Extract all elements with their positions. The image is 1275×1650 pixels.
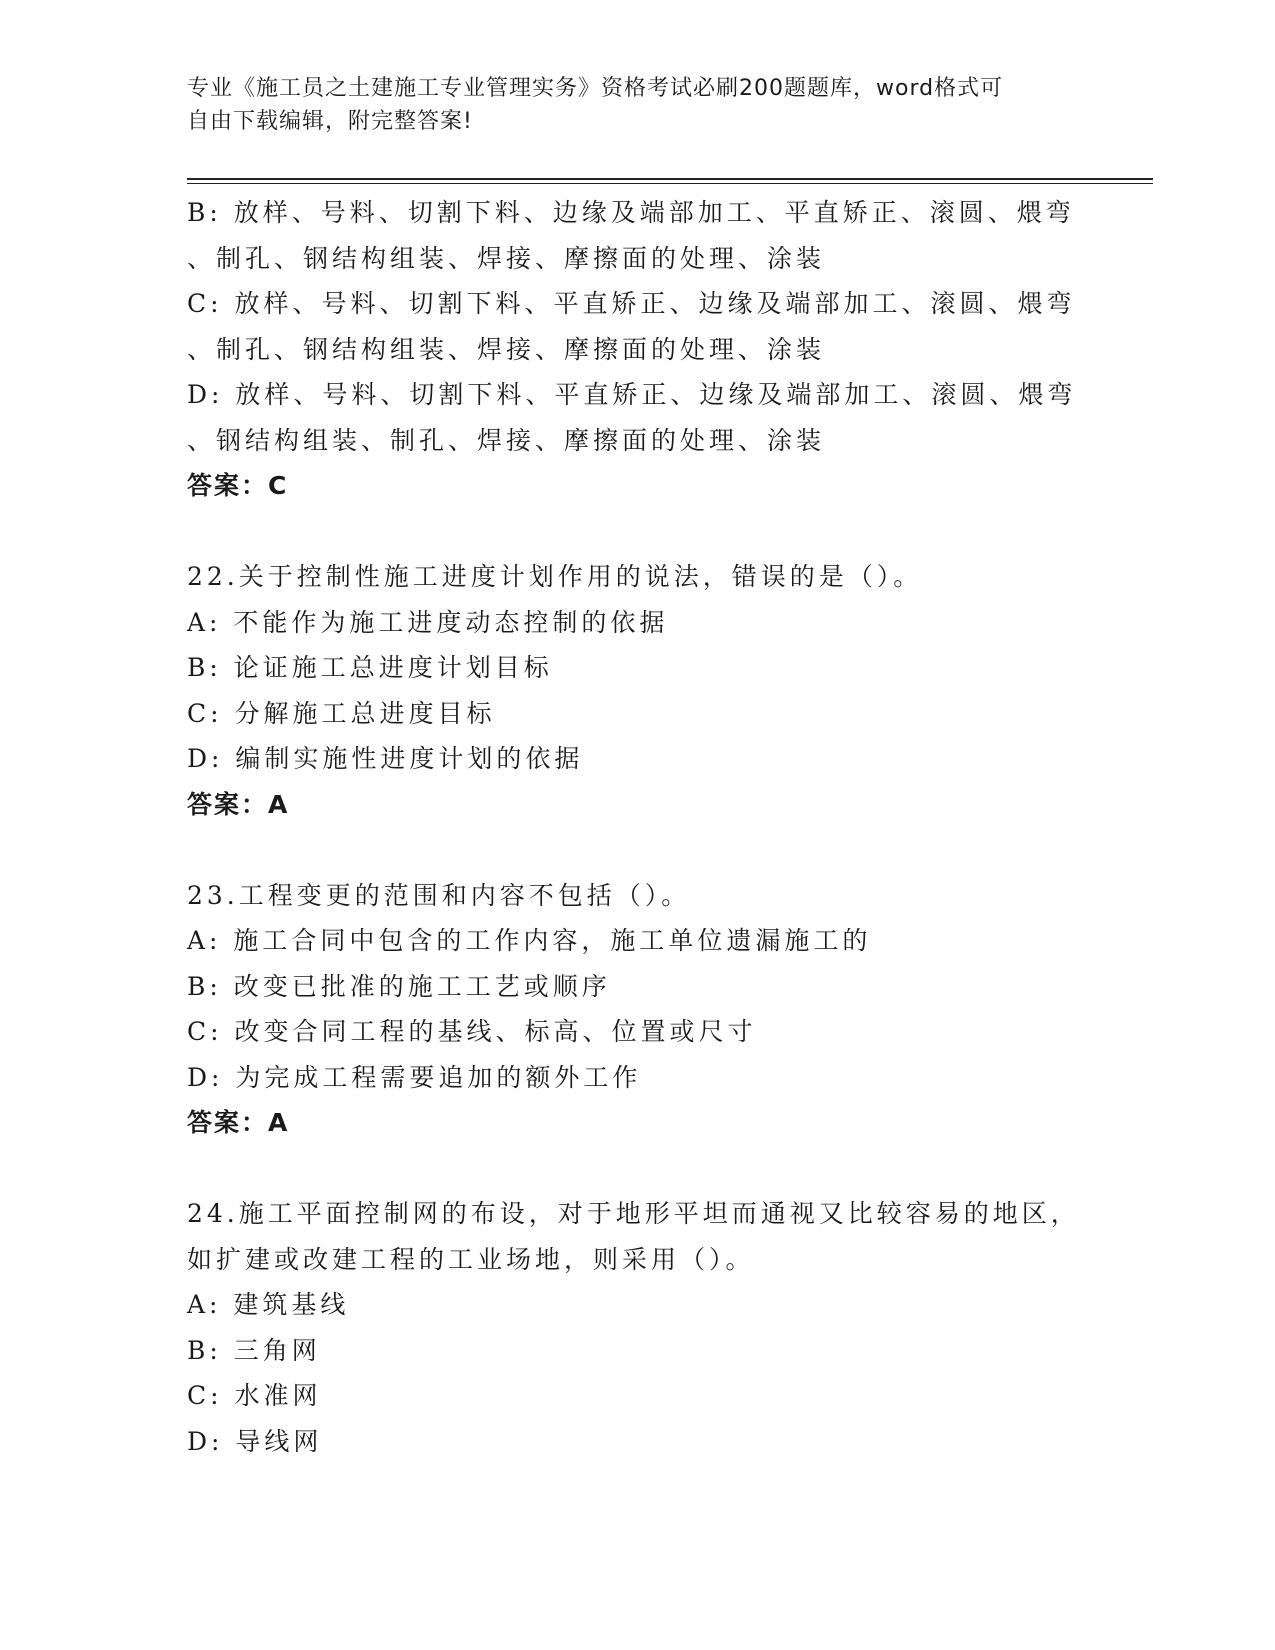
- option-c: C: 水准网: [187, 1381, 322, 1410]
- option-b: B: 三角网: [187, 1335, 321, 1365]
- option-d: D: 为完成工程需要追加的额外工作: [187, 1062, 642, 1092]
- answer-line: 答案：A: [187, 1108, 290, 1137]
- question-text: 22.关于控制性施工进度计划作用的说法，错误的是（）。: [187, 562, 923, 591]
- header-divider: [187, 178, 1153, 184]
- question-block-24: [187, 1191, 1087, 1464]
- question-block-22: [187, 554, 1087, 827]
- option-b: B: 改变已批准的施工工艺或顺序: [187, 971, 611, 1001]
- spacer: [187, 1146, 1087, 1192]
- header-line-2: 自由下载编辑，附完整答案!: [187, 109, 473, 134]
- answer-line: 答案：A: [187, 789, 290, 819]
- option-c: C: 改变合同工程的基线、标高、位置或尺寸: [187, 1017, 757, 1046]
- option-b-line-1: B: 放样、号料、切割下料、边缘及端部加工、平直矫正、滚圆、煨弯: [187, 198, 1075, 227]
- document-header: [187, 72, 1067, 138]
- option-a: A: 施工合同中包含的工作内容，施工单位遗漏施工的: [187, 926, 872, 955]
- option-d: D: 导线网: [187, 1426, 323, 1456]
- option-a: A: 不能作为施工进度动态控制的依据: [187, 607, 669, 637]
- option-d-line-1: D: 放样、号料、切割下料、平直矫正、边缘及端部加工、滚圆、煨弯: [187, 380, 1077, 409]
- question-text: 23.工程变更的范围和内容不包括（）。: [187, 880, 691, 910]
- question-block-23: [187, 873, 1087, 1146]
- question-text-line-2: 如扩建或改建工程的工业场地，则采用（）。: [187, 1244, 755, 1274]
- header-line-1: 专业《施工员之土建施工专业管理实务》资格考试必刷200题题库，word格式可: [187, 76, 1004, 101]
- spacer: [187, 827, 1087, 873]
- document-body: [187, 190, 1087, 1464]
- option-c: C: 分解施工总进度目标: [187, 698, 496, 728]
- option-b-line-2: 、制孔、钢结构组装、焊接、摩擦面的处理、涂装: [187, 243, 826, 273]
- question-block-21-continued: [187, 190, 1087, 509]
- option-a: A: 建筑基线: [187, 1290, 350, 1319]
- option-d-line-2: 、钢结构组装、制孔、焊接、摩擦面的处理、涂装: [187, 425, 826, 455]
- question-text-line-1: 24.施工平面控制网的布设，对于地形平坦而通视又比较容易的地区，: [187, 1199, 1080, 1228]
- option-b: B: 论证施工总进度计划目标: [187, 653, 553, 682]
- option-c-line-1: C: 放样、号料、切割下料、平直矫正、边缘及端部加工、滚圆、煨弯: [187, 289, 1076, 318]
- answer-line: 答案：C: [187, 471, 289, 500]
- option-d: D: 编制实施性进度计划的依据: [187, 744, 584, 773]
- spacer: [187, 509, 1087, 555]
- option-c-line-2: 、制孔、钢结构组装、焊接、摩擦面的处理、涂装: [187, 334, 826, 364]
